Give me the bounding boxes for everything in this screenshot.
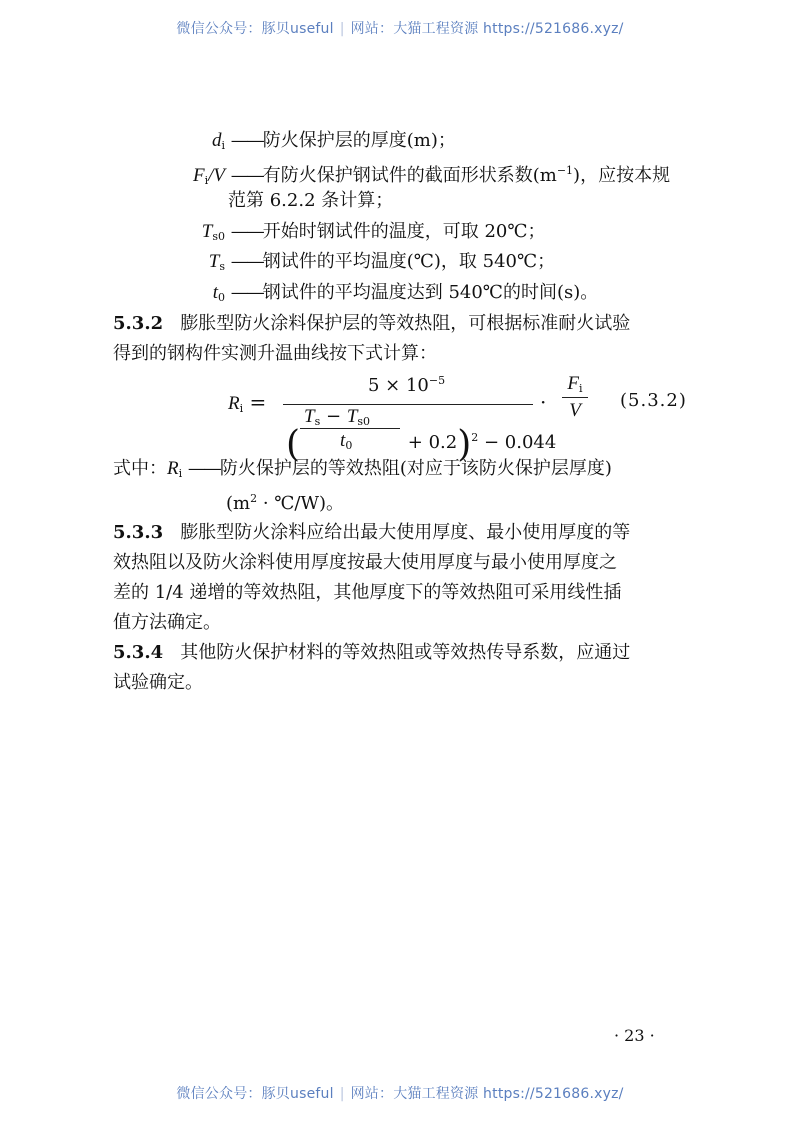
- section-number: 5.3.3: [113, 522, 164, 543]
- formula-5-3-2: [228, 372, 728, 465]
- where-ri-unit: ($m^2$ · ℃/W)。: [226, 492, 344, 514]
- watermark-wechat: 微信公众号：豚贝useful: [176, 1086, 334, 1102]
- watermark-website: 网站：大猫工程资源 https://521686.xyz/: [350, 1086, 624, 1102]
- watermark-bottom: [0, 1083, 800, 1103]
- watermark-website: 网站：大猫工程资源 https://521686.xyz/: [350, 21, 624, 37]
- section-number: 5.3.4: [113, 642, 164, 663]
- section-5-3-4-line1: 5.3.4 其他防火保护材料的等效热阻或等效热传导系数，应通过: [113, 642, 631, 663]
- section-5-3-2-line1: 5.3.2 膨胀型防火涂料保护层的等效热阻，可根据标准耐火试验: [113, 313, 631, 334]
- definition-fiv-continuation: 范第 6.2.2 条计算；: [228, 190, 394, 211]
- formula-dot: ·: [540, 390, 547, 414]
- definition-ts: $T_s$ ——钢试件的平均温度(℃)，取 540℃；: [155, 249, 555, 280]
- watermark-wechat: 微信公众号：豚贝useful: [176, 21, 334, 37]
- section-5-3-3-line1: 5.3.3 膨胀型防火涂料应给出最大使用厚度、最小使用厚度的等: [113, 522, 631, 543]
- symbol-t0: $t_0$: [212, 282, 225, 304]
- section-5-3-3-line2: 效热阻以及防火涂料使用厚度按最大使用厚度与最小使用厚度之: [113, 552, 617, 573]
- formula-denominator: ( $\frac{T_s - T_{s0}}{t_0}$ + 0.2)$^2$ − 0.044: [286, 406, 557, 465]
- formula-inner-fraction: $\frac{T_s - T_{s0}}{t_0}$: [300, 406, 402, 450]
- section-5-3-4-line2: 试验确定。: [113, 672, 203, 693]
- symbol-di: $d_i$: [211, 130, 225, 152]
- formula-fraction-bar: [283, 404, 533, 405]
- page-number: · 23 ·: [614, 1026, 655, 1045]
- watermark-separator: |: [339, 1086, 345, 1102]
- equation-number: (5.3.2): [620, 390, 687, 411]
- definition-fiv: $F_i/V$ ——有防火保护钢试件的截面形状系数$(m^{-1})$，应按本规: [155, 158, 670, 194]
- symbol-ts: $T_s$: [208, 251, 225, 273]
- symbol-ts0: $T_{s0}$: [201, 221, 225, 243]
- formula-numerator: $5 \times 10^{-5}$: [368, 374, 446, 396]
- definition-t0: $t_0$ ——钢试件的平均温度达到 540℃的时间(s)。: [155, 280, 598, 311]
- formula-fi-over-v: $F_i$ V: [562, 372, 588, 422]
- section-5-3-2-line2: 得到的钢构件实测升温曲线按下式计算：: [113, 343, 437, 364]
- section-5-3-3-line3: 差的 1/4 递增的等效热阻，其他厚度下的等效热阻可采用线性插: [113, 582, 622, 603]
- definition-ts0: $T_{s0}$ ——开始时钢试件的温度，可取 20℃；: [155, 219, 546, 250]
- watermark-top: [0, 18, 800, 38]
- formula-lhs: $R_i$ =: [228, 390, 267, 415]
- section-number: 5.3.2: [113, 313, 164, 334]
- symbol-fiv: $F_i/V$: [192, 165, 225, 187]
- definition-di: $d_i$ ——防火保护层的厚度(m)；: [167, 128, 456, 159]
- where-ri: 式中：$R_i$ ——防火保护层的等效热阻(对应于该防火保护层厚度): [113, 458, 612, 480]
- watermark-separator: |: [339, 21, 345, 37]
- section-5-3-3-line4: 值方法确定。: [113, 612, 221, 633]
